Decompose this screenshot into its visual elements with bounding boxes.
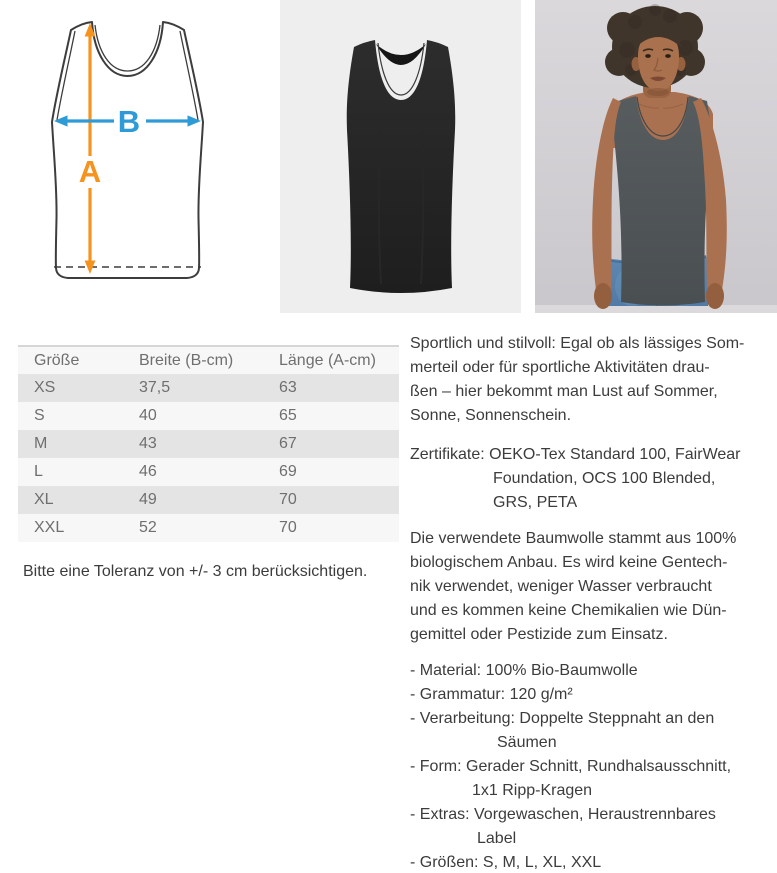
table-row xyxy=(18,486,399,514)
table-row xyxy=(18,458,399,486)
cell-width: 43 xyxy=(139,435,157,452)
left-hand xyxy=(594,283,612,309)
text-line: nik verwendet, weniger Wasser verbraucht xyxy=(410,578,712,595)
intro-paragraph xyxy=(410,332,777,428)
spec-line: Label xyxy=(477,830,517,847)
text-line: und es kommen keine Chemikalien wie Dün- xyxy=(410,602,727,619)
text-line: merteil oder für sportliche Aktivitäten drau- xyxy=(410,359,710,376)
cell-width: 40 xyxy=(139,407,157,424)
cell-width: 46 xyxy=(139,463,157,480)
cell-length: 67 xyxy=(279,435,297,452)
text-line: ßen – hier bekommt man Lust auf Sommer, xyxy=(410,383,718,400)
spec-line: 1x1 Ripp-Kragen xyxy=(472,782,593,799)
spec-line: - Größen: S, M, L, XL, XXL xyxy=(410,854,602,871)
table-row xyxy=(18,374,399,402)
cell-size: XS xyxy=(34,379,56,396)
label-b: B xyxy=(117,104,141,139)
cell-width: 37,5 xyxy=(139,379,171,396)
black-tank-photo-svg xyxy=(280,0,521,313)
text-line: Die verwendete Baumwolle stammt aus 100% xyxy=(410,530,737,547)
cell-size: M xyxy=(34,435,48,452)
size-table xyxy=(18,345,399,542)
col-header-width: Breite (B-cm) xyxy=(139,351,234,369)
cell-length: 70 xyxy=(279,491,297,508)
size-diagram-svg xyxy=(20,8,250,298)
spec-line: - Form: Gerader Schnitt, Rundhalsausschnitt, xyxy=(410,758,732,775)
certificates-paragraph xyxy=(410,443,777,515)
tank-outline xyxy=(52,22,203,278)
cell-width: 52 xyxy=(139,519,157,536)
cell-length: 65 xyxy=(279,407,297,424)
product-photo-model xyxy=(535,0,777,313)
text-line: Sportlich und stilvoll: Egal ob als lässiges Som- xyxy=(410,335,745,352)
spec-line: - Extras: Vorgewaschen, Heraustrennbares xyxy=(410,806,716,823)
size-table-header xyxy=(18,347,399,374)
spec-line: Säumen xyxy=(497,734,557,751)
table-row xyxy=(18,430,399,458)
cell-length: 70 xyxy=(279,519,297,536)
cell-size: XL xyxy=(34,491,54,508)
specs-list xyxy=(410,659,777,873)
text-line: Sonne, Sonnenschein. xyxy=(410,407,572,424)
label-a: A xyxy=(78,154,102,189)
spec-line: - Material: 100% Bio-Baumwolle xyxy=(410,662,638,679)
cell-size: XXL xyxy=(34,519,65,536)
cell-size: L xyxy=(34,463,43,480)
text-line: GRS, PETA xyxy=(493,494,578,511)
cell-size: S xyxy=(34,407,45,424)
right-hand xyxy=(706,283,724,309)
cotton-paragraph xyxy=(410,527,777,647)
size-diagram-image xyxy=(20,8,250,298)
model-photo-svg xyxy=(535,0,777,313)
col-header-length: Länge (A-cm) xyxy=(279,351,376,369)
product-description xyxy=(410,332,777,873)
table-row xyxy=(18,402,399,430)
text-line: Foundation, OCS 100 Blended, xyxy=(493,470,716,487)
tolerance-note: Bitte eine Toleranz von +/- 3 cm berücksichtigen. xyxy=(23,563,368,580)
product-photo-flat xyxy=(280,0,521,313)
studio-floor xyxy=(535,305,777,313)
table-row xyxy=(18,514,399,542)
chin-shadow xyxy=(647,88,669,96)
cell-width: 49 xyxy=(139,491,157,508)
col-header-size: Größe xyxy=(34,351,80,369)
cell-length: 69 xyxy=(279,463,297,480)
spec-line: - Verarbeitung: Doppelte Steppnaht an den xyxy=(410,710,715,727)
text-line: biologischem Anbau. Es wird keine Gentech- xyxy=(410,554,728,571)
cell-length: 63 xyxy=(279,379,297,396)
text-line: gemittel oder Pestizide zum Einsatz. xyxy=(410,626,668,643)
spec-line: - Grammatur: 120 g/m² xyxy=(410,686,573,703)
text-line: Zertifikate: OEKO-Tex Standard 100, FairWear xyxy=(410,446,741,463)
